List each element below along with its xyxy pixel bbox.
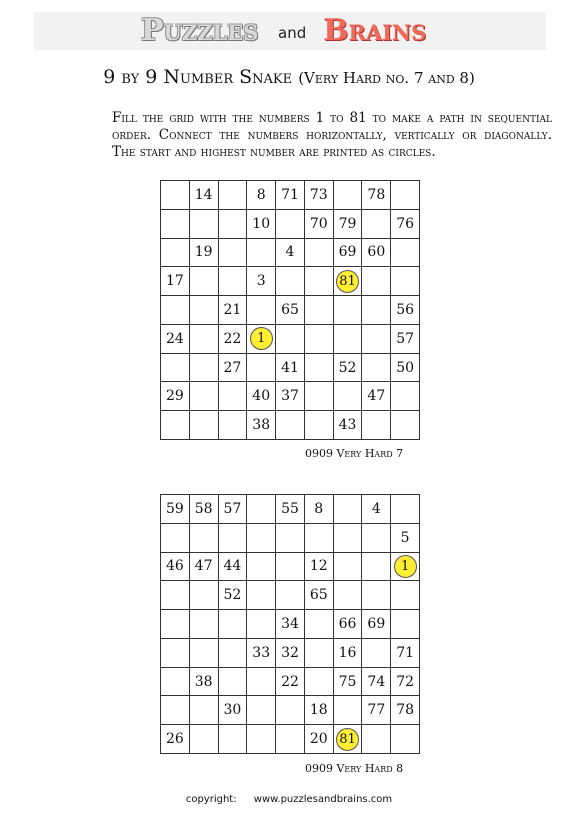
grid-cell[interactable]	[334, 524, 363, 553]
cell-number: 17	[165, 273, 184, 290]
grid-cell[interactable]	[334, 411, 363, 440]
grid-cell[interactable]	[190, 581, 219, 610]
footer	[0, 794, 578, 805]
grid-cell[interactable]	[334, 210, 363, 239]
cell-number: 70	[309, 215, 328, 232]
grid-cell[interactable]	[190, 267, 219, 296]
copyright-label: copyright:	[185, 794, 237, 805]
grid-cell[interactable]	[391, 524, 420, 553]
grid-cell[interactable]	[362, 239, 391, 268]
grid-cell[interactable]	[161, 696, 190, 725]
grid-cell[interactable]	[219, 296, 248, 325]
grid-cell[interactable]	[362, 354, 391, 383]
grid-cell[interactable]	[276, 181, 305, 210]
grid-cell[interactable]	[276, 382, 305, 411]
cell-number: 29	[165, 388, 184, 405]
grid-cell[interactable]	[276, 725, 305, 754]
cell-number: 5	[400, 529, 410, 546]
cell-number: 55	[281, 500, 299, 517]
logo-puzzles: Puzzles	[141, 13, 259, 48]
puzzle-caption-2: 0909 Very Hard 8	[305, 762, 404, 775]
site-url[interactable]: www.puzzlesandbrains.com	[253, 794, 393, 805]
grid-cell[interactable]	[161, 610, 190, 639]
logo-brains: Brains	[323, 13, 427, 48]
grid-cell[interactable]	[362, 296, 391, 325]
puzzle-grid-1	[160, 180, 420, 440]
grid-cell[interactable]	[276, 411, 305, 440]
grid-cell[interactable]	[190, 495, 219, 524]
cell-number: 52	[223, 587, 242, 604]
grid-cell[interactable]	[247, 524, 276, 553]
cell-number: 33	[252, 644, 271, 661]
grid-cell[interactable]	[362, 725, 391, 754]
grid-cell[interactable]	[334, 181, 363, 210]
grid-cell[interactable]	[161, 382, 190, 411]
grid-cell[interactable]	[305, 296, 334, 325]
grid-cell[interactable]	[334, 610, 363, 639]
grid-cell[interactable]	[334, 581, 363, 610]
grid-cell[interactable]	[362, 325, 391, 354]
grid-cell[interactable]	[362, 639, 391, 668]
puzzle-grid-2	[160, 494, 420, 754]
grid-cell[interactable]	[161, 239, 190, 268]
grid-cell[interactable]	[219, 524, 248, 553]
cell-number: 19	[194, 244, 213, 261]
grid-cell[interactable]	[305, 696, 334, 725]
grid-cell[interactable]	[161, 553, 190, 582]
circled-number: 81	[336, 270, 359, 293]
cell-number: 14	[194, 186, 213, 203]
cell-number: 8	[314, 500, 324, 517]
circled-number: 81	[336, 728, 359, 751]
cell-number: 75	[338, 673, 357, 690]
grid-cell[interactable]	[247, 639, 276, 668]
cell-number: 37	[281, 388, 299, 405]
grid-cell[interactable]	[219, 382, 248, 411]
grid-cell[interactable]	[391, 411, 420, 440]
cell-number: 58	[194, 500, 213, 517]
grid-cell[interactable]	[247, 610, 276, 639]
grid-cell[interactable]	[334, 639, 363, 668]
grid-cell[interactable]	[247, 382, 276, 411]
grid-cell[interactable]	[334, 354, 363, 383]
cell-number: 52	[338, 359, 357, 376]
grid-cell[interactable]	[190, 296, 219, 325]
grid-cell[interactable]	[391, 668, 420, 697]
grid-cell[interactable]	[219, 725, 248, 754]
grid-cell[interactable]	[247, 239, 276, 268]
grid-cell[interactable]	[247, 553, 276, 582]
cell-number: 76	[396, 215, 415, 232]
grid-cell[interactable]	[219, 610, 248, 639]
grid-cell[interactable]	[362, 668, 391, 697]
grid-cell[interactable]	[305, 495, 334, 524]
grid-cell[interactable]	[305, 181, 334, 210]
grid-cell[interactable]	[276, 239, 305, 268]
grid-cell[interactable]	[219, 581, 248, 610]
grid-cell[interactable]	[391, 495, 420, 524]
cell-number: 47	[194, 558, 213, 575]
grid-cell[interactable]	[247, 495, 276, 524]
grid-cell[interactable]	[219, 210, 248, 239]
grid-cell[interactable]	[276, 210, 305, 239]
cell-number: 66	[338, 615, 357, 632]
cell-number: 20	[309, 731, 328, 748]
grid-cell[interactable]	[219, 267, 248, 296]
title-sub: (Very Hard no. 7 and 8)	[298, 69, 475, 87]
grid-cell[interactable]	[391, 210, 420, 239]
grid-cell[interactable]	[391, 354, 420, 383]
grid-cell[interactable]	[362, 267, 391, 296]
grid-cell[interactable]	[190, 696, 219, 725]
cell-number: 71	[281, 186, 299, 203]
grid-cell[interactable]	[334, 296, 363, 325]
grid-cell[interactable]	[276, 553, 305, 582]
cell-number: 26	[165, 731, 184, 748]
grid-cell[interactable]	[219, 354, 248, 383]
cell-number: 30	[223, 702, 242, 719]
page-title	[0, 66, 578, 88]
grid-cell[interactable]	[247, 725, 276, 754]
cell-number: 12	[309, 558, 328, 575]
grid-cell[interactable]	[161, 668, 190, 697]
cell-number: 57	[223, 500, 242, 517]
grid-cell[interactable]	[334, 668, 363, 697]
grid-cell[interactable]	[276, 668, 305, 697]
logo-and: and	[278, 24, 307, 42]
grid-cell[interactable]	[247, 325, 276, 354]
grid-cell[interactable]	[190, 181, 219, 210]
grid-cell[interactable]	[334, 267, 363, 296]
grid-cell[interactable]	[190, 411, 219, 440]
grid-cell[interactable]	[190, 239, 219, 268]
grid-cell[interactable]	[276, 296, 305, 325]
grid-cell[interactable]	[305, 354, 334, 383]
grid-cell[interactable]	[305, 668, 334, 697]
cell-number: 4	[285, 244, 295, 261]
cell-number: 69	[338, 244, 357, 261]
grid-cell[interactable]	[391, 639, 420, 668]
grid-cell[interactable]	[190, 524, 219, 553]
cell-number: 27	[223, 359, 242, 376]
grid-cell[interactable]	[190, 553, 219, 582]
cell-number: 65	[281, 301, 299, 318]
grid-cell[interactable]	[391, 725, 420, 754]
grid-cell[interactable]	[276, 639, 305, 668]
cell-number: 16	[338, 644, 357, 661]
grid-cell[interactable]	[161, 210, 190, 239]
cell-number: 65	[309, 587, 328, 604]
grid-cell[interactable]	[219, 181, 248, 210]
grid-cell[interactable]	[190, 354, 219, 383]
grid-cell[interactable]	[219, 553, 248, 582]
cell-number: 56	[396, 301, 415, 318]
grid-cell[interactable]	[305, 325, 334, 354]
grid-cell[interactable]	[247, 267, 276, 296]
grid-cell[interactable]	[190, 725, 219, 754]
grid-cell[interactable]	[305, 382, 334, 411]
grid-cell[interactable]	[334, 495, 363, 524]
grid-cell[interactable]	[190, 382, 219, 411]
grid-cell[interactable]	[276, 696, 305, 725]
cell-number: 4	[371, 500, 381, 517]
grid-cell[interactable]	[247, 181, 276, 210]
grid-cell[interactable]	[219, 239, 248, 268]
cell-number: 73	[309, 186, 328, 203]
grid-cell[interactable]	[362, 210, 391, 239]
grid-cell[interactable]	[161, 411, 190, 440]
grid-cell[interactable]	[362, 610, 391, 639]
grid-cell[interactable]	[391, 553, 420, 582]
cell-number: 32	[281, 644, 299, 661]
cell-number: 44	[223, 558, 242, 575]
grid-cell[interactable]	[305, 524, 334, 553]
cell-number: 34	[281, 615, 299, 632]
grid-cell[interactable]	[219, 325, 248, 354]
cell-number: 79	[338, 215, 357, 232]
grid-cell[interactable]	[161, 325, 190, 354]
grid-cell[interactable]	[190, 610, 219, 639]
cell-number: 8	[256, 186, 266, 203]
grid-cell[interactable]	[161, 181, 190, 210]
grid-cell[interactable]	[391, 696, 420, 725]
grid-cell[interactable]	[305, 639, 334, 668]
grid-cell[interactable]	[247, 411, 276, 440]
cell-number: 38	[252, 417, 271, 434]
grid-cell[interactable]	[305, 581, 334, 610]
grid-cell[interactable]	[247, 354, 276, 383]
grid-cell[interactable]	[362, 495, 391, 524]
grid-cell[interactable]	[391, 610, 420, 639]
grid-cell[interactable]	[334, 696, 363, 725]
grid-cell[interactable]	[276, 354, 305, 383]
grid-cell[interactable]	[276, 581, 305, 610]
grid-cell[interactable]	[161, 581, 190, 610]
cell-number: 38	[194, 673, 213, 690]
cell-number: 72	[396, 673, 415, 690]
cell-number: 46	[165, 558, 184, 575]
grid-cell[interactable]	[391, 325, 420, 354]
grid-cell[interactable]	[219, 411, 248, 440]
grid-cell[interactable]	[305, 239, 334, 268]
grid-cell[interactable]	[161, 725, 190, 754]
grid-cell[interactable]	[276, 325, 305, 354]
grid-cell[interactable]	[334, 382, 363, 411]
grid-cell[interactable]	[219, 495, 248, 524]
cell-number: 43	[338, 417, 357, 434]
cell-number: 74	[367, 673, 386, 690]
cell-number: 10	[252, 215, 271, 232]
grid-cell[interactable]	[391, 382, 420, 411]
instructions: Fill the grid with the numbers 1 to 81 to make a path in sequential order. Connect the numbers horizontally, vertically or diagonally. The start and highest number are printed as circles.	[112, 110, 552, 160]
cell-number: 40	[252, 388, 271, 405]
grid-cell[interactable]	[391, 181, 420, 210]
grid-cell[interactable]	[276, 610, 305, 639]
grid-cell[interactable]	[305, 210, 334, 239]
cell-number: 47	[367, 388, 386, 405]
grid-cell[interactable]	[305, 411, 334, 440]
grid-cell[interactable]	[362, 696, 391, 725]
cell-number: 69	[367, 615, 386, 632]
grid-cell[interactable]	[161, 296, 190, 325]
grid-cell[interactable]	[362, 382, 391, 411]
grid-cell[interactable]	[391, 296, 420, 325]
grid-cell[interactable]	[276, 524, 305, 553]
cell-number: 60	[367, 244, 386, 261]
cell-number: 78	[396, 702, 415, 719]
grid-cell[interactable]	[247, 696, 276, 725]
grid-cell[interactable]	[190, 325, 219, 354]
grid-cell[interactable]	[362, 411, 391, 440]
cell-number: 41	[281, 359, 299, 376]
grid-cell[interactable]	[391, 239, 420, 268]
grid-cell[interactable]	[276, 495, 305, 524]
grid-cell[interactable]	[247, 210, 276, 239]
grid-cell[interactable]	[161, 524, 190, 553]
grid-cell[interactable]	[391, 581, 420, 610]
grid-cell[interactable]	[161, 267, 190, 296]
cell-number: 24	[165, 330, 184, 347]
circled-number: 1	[250, 327, 273, 350]
cell-number: 71	[396, 644, 415, 661]
grid-cell[interactable]	[247, 296, 276, 325]
grid-cell[interactable]	[305, 610, 334, 639]
grid-cell[interactable]	[334, 325, 363, 354]
grid-cell[interactable]	[247, 668, 276, 697]
grid-cell[interactable]	[219, 696, 248, 725]
grid-cell[interactable]	[190, 668, 219, 697]
grid-cell[interactable]	[190, 639, 219, 668]
grid-cell[interactable]	[161, 495, 190, 524]
cell-number: 18	[309, 702, 328, 719]
cell-number: 59	[165, 500, 184, 517]
cell-number: 57	[396, 330, 415, 347]
circled-number: 1	[394, 555, 417, 578]
grid-cell[interactable]	[362, 524, 391, 553]
grid-cell[interactable]	[362, 553, 391, 582]
grid-cell[interactable]	[305, 725, 334, 754]
cell-number: 3	[256, 273, 266, 290]
grid-cell[interactable]	[305, 267, 334, 296]
cell-number: 22	[223, 330, 242, 347]
grid-cell[interactable]	[334, 553, 363, 582]
grid-cell[interactable]	[190, 210, 219, 239]
grid-cell[interactable]	[276, 267, 305, 296]
cell-number: 21	[223, 301, 242, 318]
grid-cell[interactable]	[362, 181, 391, 210]
cell-number: 78	[367, 186, 386, 203]
puzzle-caption-1: 0909 Very Hard 7	[305, 447, 404, 460]
grid-cell[interactable]	[219, 668, 248, 697]
grid-cell[interactable]	[305, 553, 334, 582]
grid-cell[interactable]	[219, 639, 248, 668]
cell-number: 77	[367, 702, 386, 719]
grid-cell[interactable]	[161, 354, 190, 383]
grid-cell[interactable]	[334, 725, 363, 754]
cell-number: 22	[281, 673, 299, 690]
grid-cell[interactable]	[161, 639, 190, 668]
grid-cell[interactable]	[334, 239, 363, 268]
grid-cell[interactable]	[362, 581, 391, 610]
grid-cell[interactable]	[247, 581, 276, 610]
grid-cell[interactable]	[391, 267, 420, 296]
cell-number: 50	[396, 359, 415, 376]
title-main: 9 by 9 Number Snake	[103, 66, 293, 88]
